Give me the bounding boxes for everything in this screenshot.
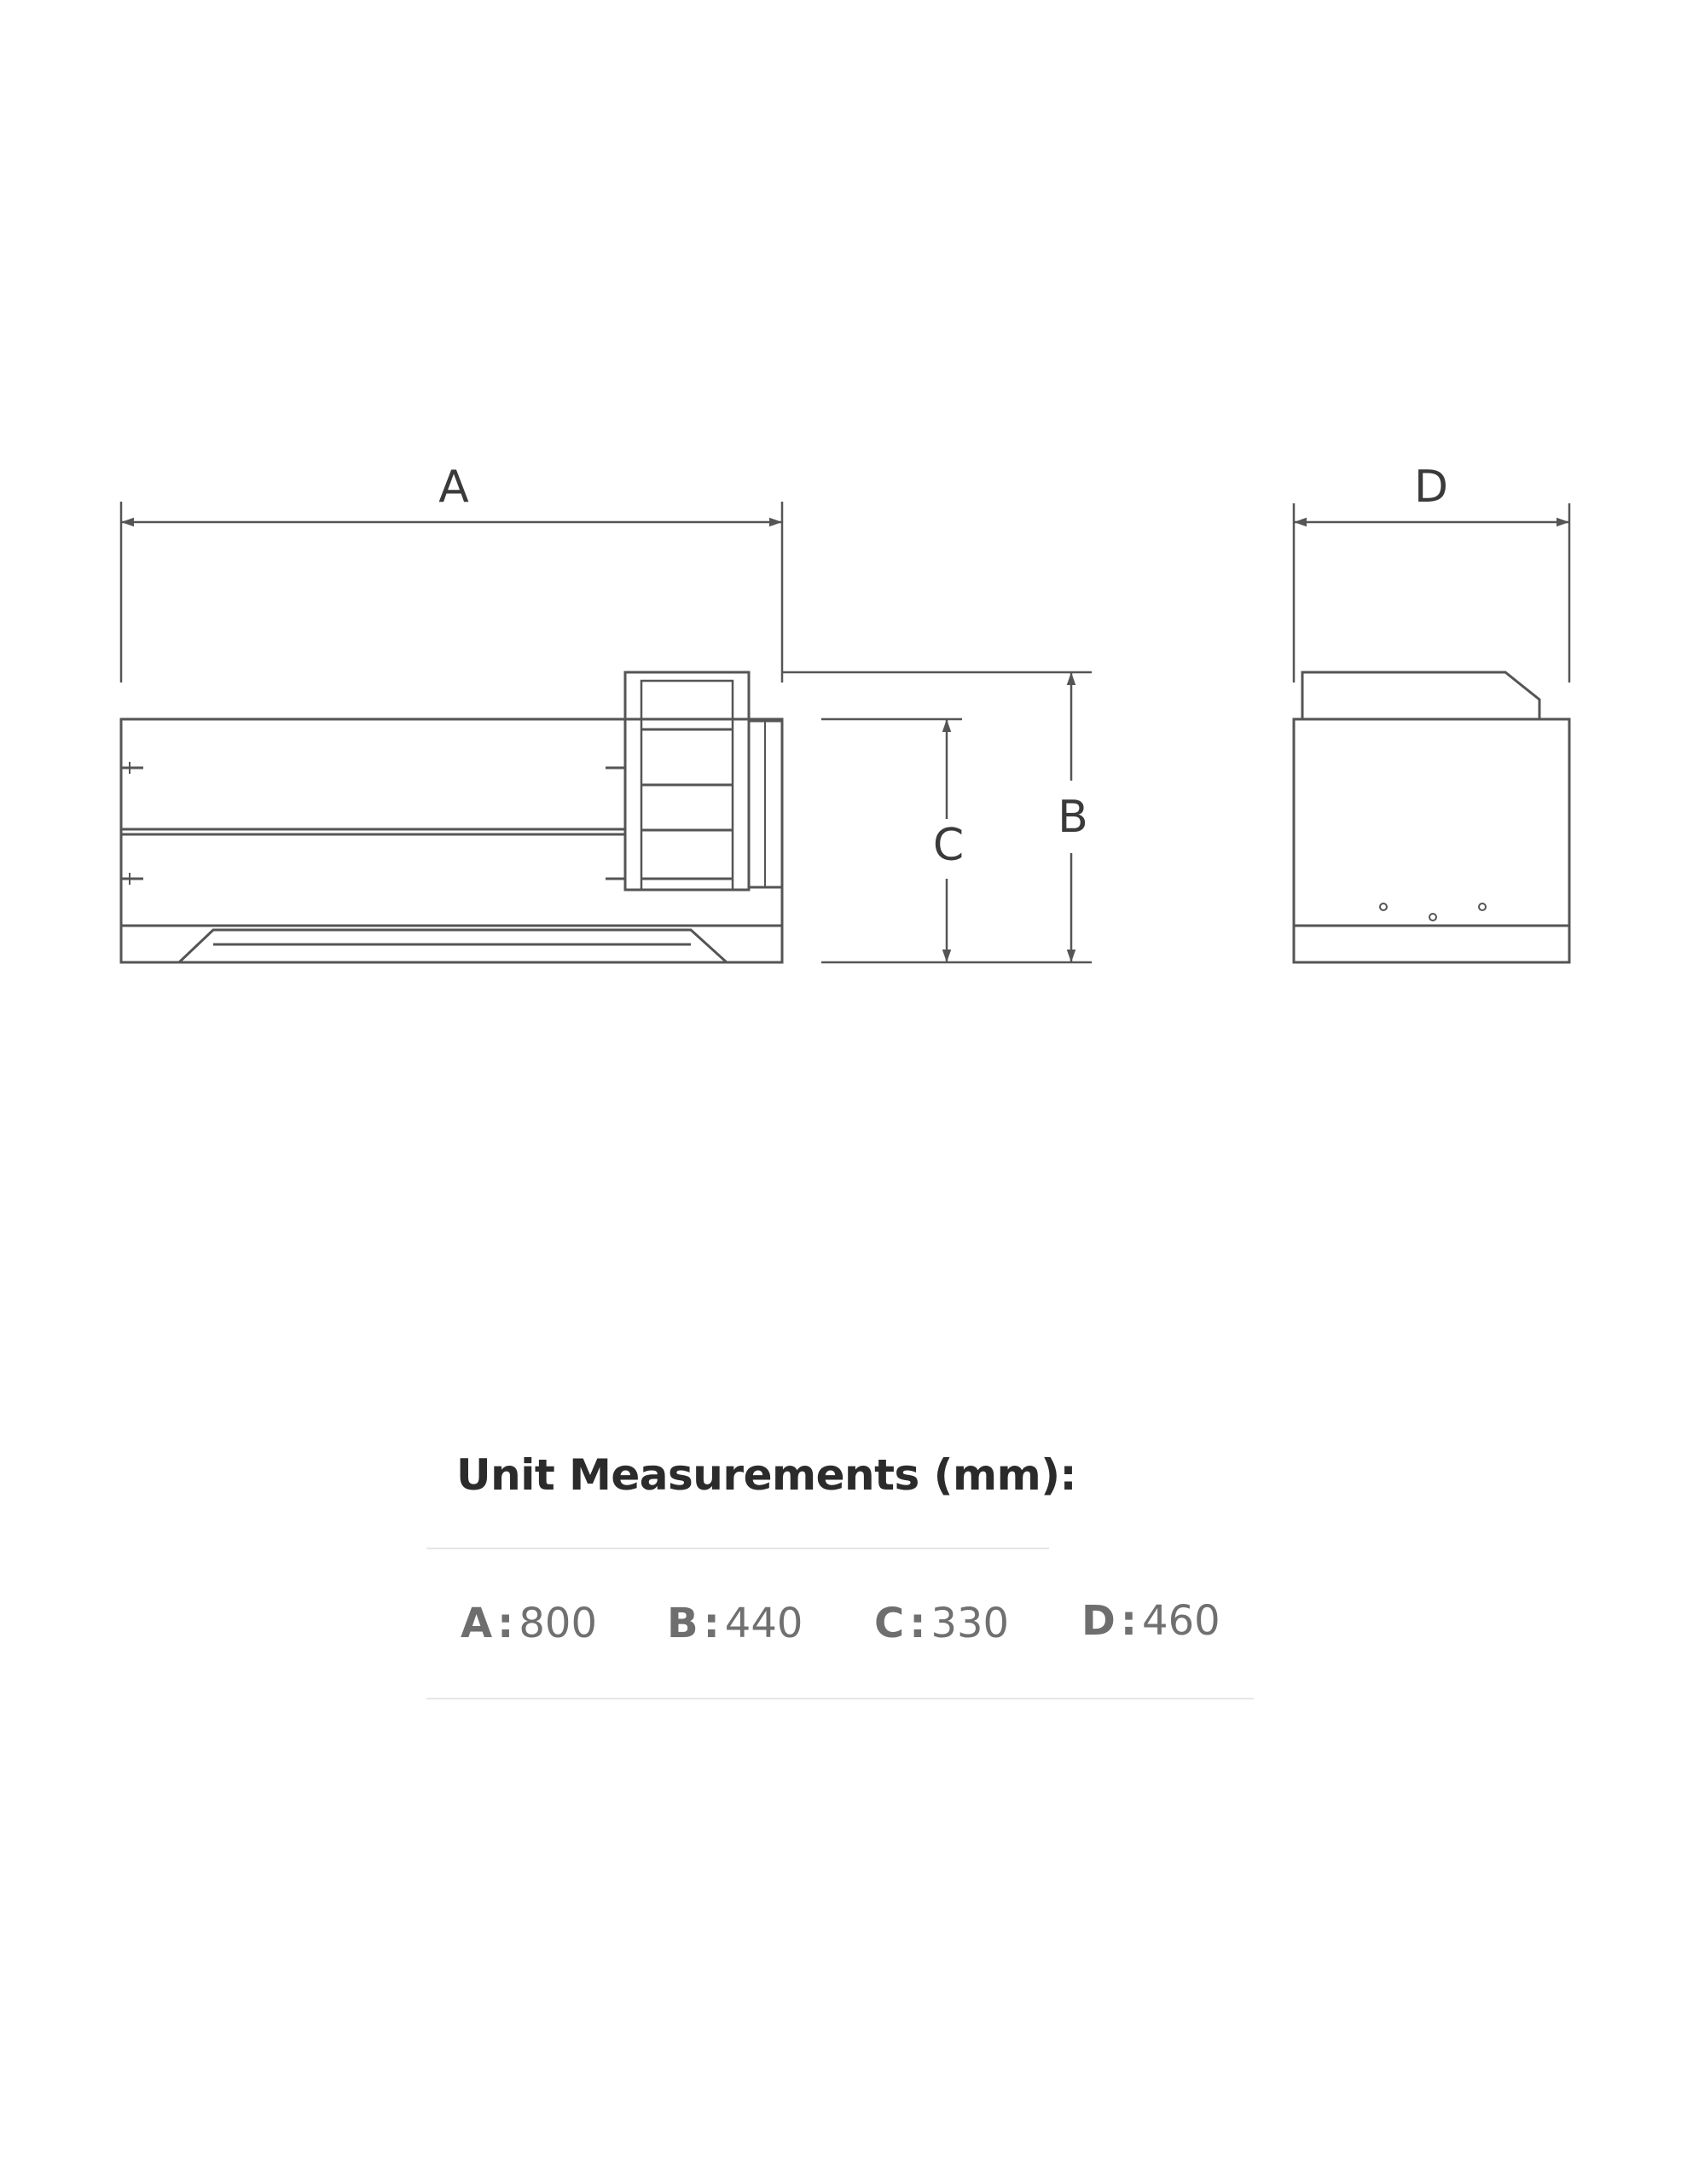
measurement-a: A : 800 bbox=[461, 1600, 597, 1647]
side-view bbox=[1294, 503, 1569, 962]
measurement-a-key: A bbox=[461, 1600, 493, 1647]
unit-dimension-drawing bbox=[0, 0, 1687, 1066]
measurement-c: C : 330 bbox=[874, 1600, 1010, 1647]
measurement-a-value: 800 bbox=[519, 1600, 597, 1647]
dimension-label-b: B bbox=[1058, 792, 1088, 843]
measurement-b: B : 440 bbox=[667, 1600, 803, 1647]
dimension-label-c: C bbox=[932, 820, 965, 871]
dimension-label-a: A bbox=[438, 462, 469, 513]
measurement-c-key: C bbox=[874, 1600, 905, 1647]
dimension-label-d: D bbox=[1413, 462, 1449, 513]
measurement-d-value: 460 bbox=[1142, 1597, 1220, 1645]
measurements-top-divider bbox=[426, 1548, 1049, 1549]
measurements-title: Unit Measurements (mm): bbox=[456, 1450, 1077, 1500]
measurement-b-value: 440 bbox=[724, 1600, 803, 1647]
measurements-bottom-divider bbox=[426, 1698, 1254, 1699]
measurement-d-key: D bbox=[1081, 1597, 1116, 1645]
measurement-d: D : 460 bbox=[1081, 1597, 1220, 1645]
measurement-b-key: B bbox=[667, 1600, 699, 1647]
measurement-c-value: 330 bbox=[930, 1600, 1010, 1647]
